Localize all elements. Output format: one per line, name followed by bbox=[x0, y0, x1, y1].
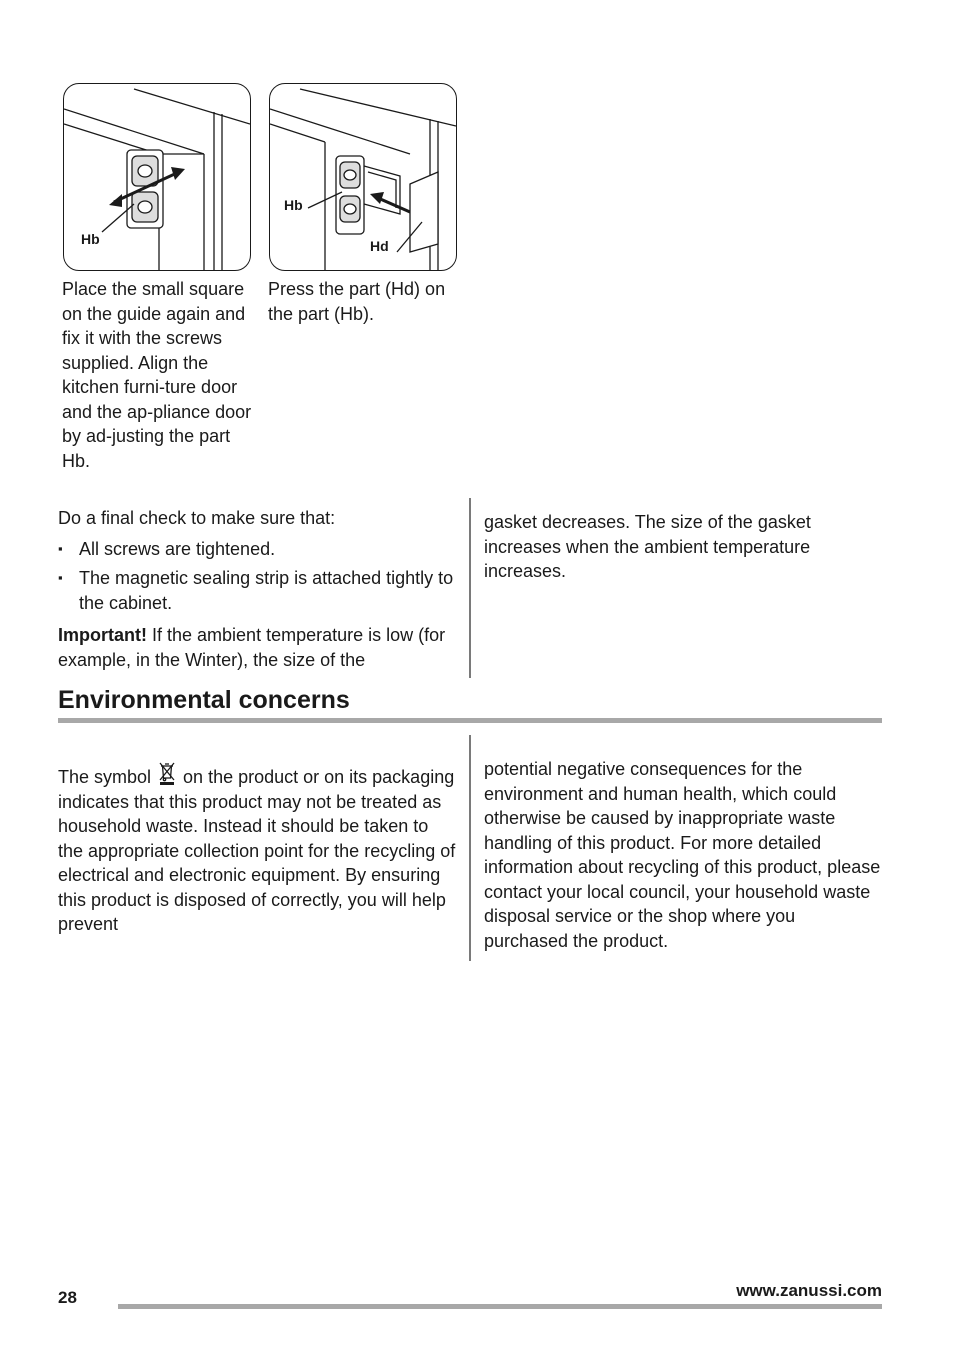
list-item: ▪ All screws are tightened. bbox=[58, 537, 456, 562]
final-check-column-left bbox=[58, 506, 456, 672]
column-divider bbox=[469, 498, 471, 678]
figure-2-label-hb: Hb bbox=[284, 197, 303, 213]
environment-text-right: potential negative consequences for the environment and human health, which could otherwise be caused by inappropriate waste handling of this product. For more detailed information about recycling of this product, please contact your local council, your household waste disposal service or the shop where you purchased the product. bbox=[484, 759, 881, 951]
figure-2-caption: Press the part (Hd) on the part (Hb). bbox=[268, 279, 446, 324]
final-check-column-right bbox=[484, 510, 882, 584]
environment-column-right bbox=[484, 757, 882, 953]
important-text: If the ambient temperature is low (for example, in the Winter), the size of the bbox=[58, 625, 446, 670]
important-label: Important! bbox=[58, 625, 147, 645]
figure-1 bbox=[63, 83, 251, 271]
figure-1-label-hb: Hb bbox=[81, 231, 100, 247]
environment-column-left bbox=[58, 762, 456, 937]
footer-rule bbox=[118, 1304, 882, 1309]
figure-2 bbox=[269, 83, 457, 271]
final-check-intro: Do a final check to make sure that: bbox=[58, 508, 336, 528]
press-part-illustration bbox=[270, 84, 456, 270]
section-heading: Environmental concerns bbox=[58, 686, 350, 714]
column-divider bbox=[469, 735, 471, 961]
heading-rule bbox=[58, 718, 882, 723]
website-link[interactable]: www.zanussi.com bbox=[736, 1281, 882, 1300]
hinge-adjust-illustration bbox=[64, 84, 250, 270]
important-note bbox=[58, 623, 456, 672]
gasket-continuation: gasket decreases. The size of the gasket increases when the ambient temperature increases. bbox=[484, 512, 811, 581]
page-number: 28 bbox=[58, 1288, 77, 1307]
list-item: ▪ The magnetic sealing strip is attached tightly to the cabinet. bbox=[58, 566, 456, 615]
figure-2-label-hd: Hd bbox=[370, 238, 389, 254]
weee-crossed-bin-icon bbox=[158, 762, 176, 786]
figure-1-caption: Place the small square on the guide again and fix it with the screws supplied. Align the kitchen furni-ture door and the ap-pliance door by ad-justing the part Hb. bbox=[62, 279, 252, 471]
final-check-list bbox=[58, 537, 456, 616]
environment-text-left: The symbol on the product or on its packaging indicates that this product may not be treated as household waste. Instead it should be taken to the appropriate collection point for the recycling of electrical and electronic equipment. By ensuring this product is disposed of correctly, you will help prevent bbox=[58, 762, 456, 937]
